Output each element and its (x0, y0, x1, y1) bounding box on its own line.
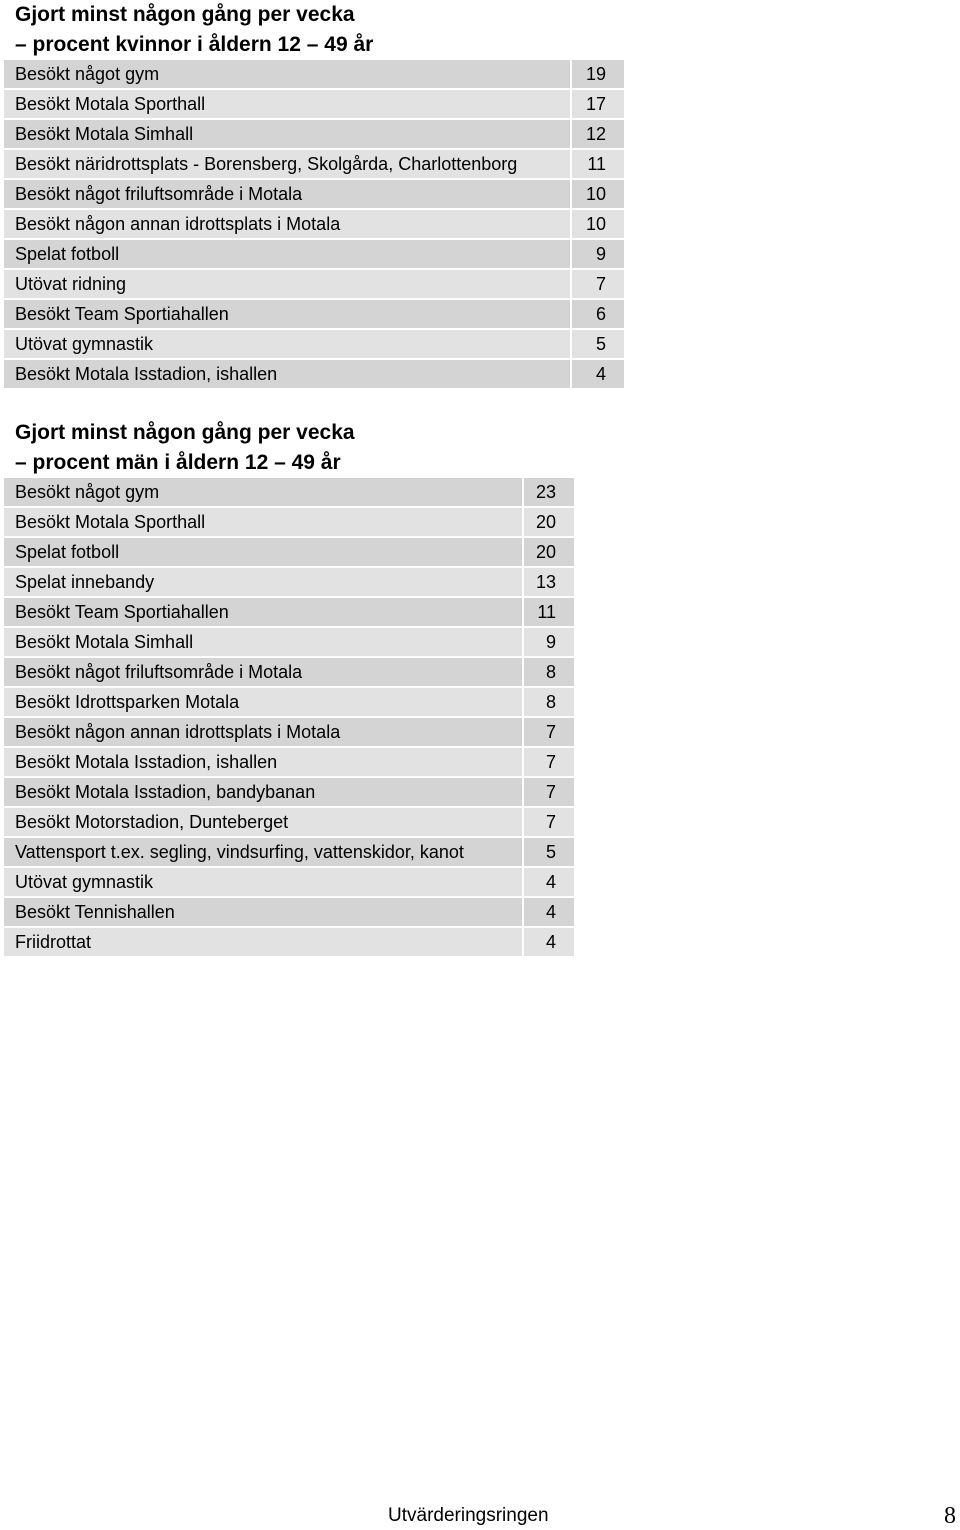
percent-value: 20 (522, 508, 574, 538)
table-row (4, 360, 624, 390)
men-title-line2: – procent män i åldern 12 – 49 år (15, 451, 341, 474)
percent-value: 7 (522, 808, 574, 838)
table-row (4, 330, 624, 360)
percent-value: 13 (522, 568, 574, 598)
percent-value: 8 (522, 688, 574, 718)
percent-value: 4 (522, 868, 574, 898)
page-number: 8 (944, 1503, 956, 1529)
table-row (4, 120, 624, 150)
activity-label: Besökt något friluftsområde i Motala (4, 180, 570, 210)
percent-value: 9 (522, 628, 574, 658)
table-row (4, 718, 574, 748)
table-row (4, 210, 624, 240)
activity-label: Utövat ridning (4, 270, 570, 300)
activity-label: Utövat gymnastik (4, 868, 522, 898)
table-row (4, 478, 574, 508)
percent-value: 7 (570, 270, 624, 300)
table-row (4, 300, 624, 330)
percent-value: 20 (522, 538, 574, 568)
table-row (4, 658, 574, 688)
table-row (4, 748, 574, 778)
men-section (4, 418, 574, 958)
table-row (4, 180, 624, 210)
activity-label: Besökt något gym (4, 60, 570, 90)
activity-label: Spelat fotboll (4, 240, 570, 270)
activity-label: Besökt Team Sportiahallen (4, 300, 570, 330)
percent-value: 4 (522, 898, 574, 928)
women-table (4, 60, 624, 390)
table-row (4, 808, 574, 838)
percent-value: 10 (570, 180, 624, 210)
percent-value: 12 (570, 120, 624, 150)
women-title (4, 0, 624, 60)
percent-value: 11 (570, 150, 624, 180)
activity-label: Besökt näridrottsplats - Borensberg, Skolgårda, Charlottenborg (4, 150, 570, 180)
table-row (4, 538, 574, 568)
table-row (4, 150, 624, 180)
activity-label: Besökt Motala Sporthall (4, 508, 522, 538)
percent-value: 7 (522, 748, 574, 778)
activity-label: Besökt Tennishallen (4, 898, 522, 928)
percent-value: 7 (522, 718, 574, 748)
activity-label: Besökt Motala Simhall (4, 628, 522, 658)
table-row (4, 568, 574, 598)
percent-value: 8 (522, 658, 574, 688)
activity-label: Besökt Team Sportiahallen (4, 598, 522, 628)
table-row (4, 60, 624, 90)
activity-label: Besökt Motala Simhall (4, 120, 570, 150)
men-table (4, 478, 574, 958)
activity-label: Besökt någon annan idrottsplats i Motala (4, 210, 570, 240)
table-row (4, 628, 574, 658)
activity-label: Vattensport t.ex. segling, vindsurfing, vattenskidor, kanot (4, 838, 522, 868)
women-title-line1: Gjort minst någon gång per vecka (15, 3, 355, 26)
percent-value: 5 (570, 330, 624, 360)
percent-value: 7 (522, 778, 574, 808)
activity-label: Besökt någon annan idrottsplats i Motala (4, 718, 522, 748)
table-row (4, 898, 574, 928)
table-row (4, 838, 574, 868)
activity-label: Besökt Motorstadion, Dunteberget (4, 808, 522, 838)
activity-label: Utövat gymnastik (4, 330, 570, 360)
percent-value: 4 (522, 928, 574, 958)
percent-value: 11 (522, 598, 574, 628)
table-row (4, 598, 574, 628)
activity-label: Besökt Idrottsparken Motala (4, 688, 522, 718)
percent-value: 17 (570, 90, 624, 120)
footer-org: Utvärderingsringen (388, 1505, 549, 1526)
table-row (4, 508, 574, 538)
table-row (4, 270, 624, 300)
activity-label: Besökt Motala Isstadion, ishallen (4, 360, 570, 390)
men-title-line1: Gjort minst någon gång per vecka (15, 421, 355, 444)
percent-value: 23 (522, 478, 574, 508)
activity-label: Besökt Motala Sporthall (4, 90, 570, 120)
activity-label: Spelat fotboll (4, 538, 522, 568)
table-row (4, 90, 624, 120)
percent-value: 10 (570, 210, 624, 240)
table-row (4, 868, 574, 898)
percent-value: 9 (570, 240, 624, 270)
activity-label: Besökt något gym (4, 478, 522, 508)
activity-label: Besökt Motala Isstadion, bandybanan (4, 778, 522, 808)
activity-label: Spelat innebandy (4, 568, 522, 598)
activity-label: Friidrottat (4, 928, 522, 958)
percent-value: 4 (570, 360, 624, 390)
table-row (4, 688, 574, 718)
table-row (4, 240, 624, 270)
table-row (4, 928, 574, 958)
percent-value: 19 (570, 60, 624, 90)
women-section (4, 0, 624, 390)
percent-value: 6 (570, 300, 624, 330)
activity-label: Besökt något friluftsområde i Motala (4, 658, 522, 688)
men-title (4, 418, 574, 478)
table-row (4, 778, 574, 808)
activity-label: Besökt Motala Isstadion, ishallen (4, 748, 522, 778)
women-title-line2: – procent kvinnor i åldern 12 – 49 år (15, 33, 374, 56)
percent-value: 5 (522, 838, 574, 868)
